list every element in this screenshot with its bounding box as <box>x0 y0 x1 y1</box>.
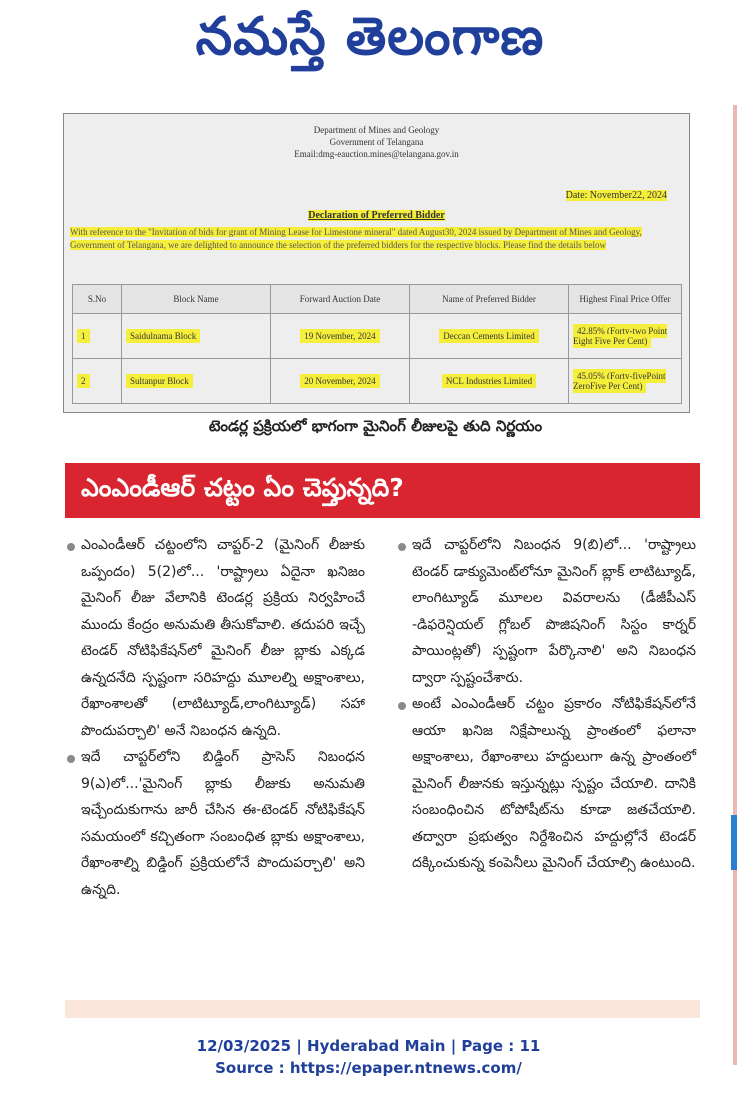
table-cell <box>73 359 122 404</box>
cell-text: NCL Industries Limited <box>442 374 536 388</box>
right-column <box>396 532 696 877</box>
table-row <box>73 359 682 404</box>
edition-info: 12/03/2025 | Hyderabad Main | Page : 11 <box>196 1037 541 1055</box>
table-cell <box>122 314 271 359</box>
bidder-table <box>72 284 682 404</box>
table-row <box>73 314 682 359</box>
clip-govt: Government of Telangana <box>329 137 424 147</box>
table-header: Highest Final Price Offer <box>569 285 682 314</box>
clip-body-wrap <box>70 226 670 252</box>
cell-text: Sultanpur Block <box>126 374 193 388</box>
table-cell <box>271 314 410 359</box>
paragraph-text: ఎంఎండీఆర్ చట్టంలోని చాప్టర్-2 (మైనింగ్ లీజుకు ఒప్పందం) 5(2)లో... 'రాష్ట్రాలు ఏదైనా ఖనిజం మైనింగ్ లీజు వేలానికి టెండర్ల ప్రక్రియ నిర్వహించే ముందు కేంద్రం అనుమతి తీసుకోవాలి. తదుపరి ఇచ్చే టెండర్ నోటిఫికేషన్‌లో మైనింగ్ లీజు బ్లాకు ఎక్కడ ఉన్నదనేది స్పష్టంగా సరిహద్దు మూలల్ని అక్షాంశాలు, రేఖాంశాలతో (లాటిట్యూడ్,లాంగిట్యూడ్) సహా పొందుపర్చాలి' అనే నిబంధన ఉన్నది. <box>81 537 365 739</box>
bullet-icon <box>398 543 406 551</box>
table-cell <box>122 359 271 404</box>
bullet-icon <box>67 543 75 551</box>
clip-email: Email:dmg-eauction.mines@telangana.gov.in <box>294 149 459 159</box>
article-paragraph <box>65 744 365 903</box>
margin-rule <box>733 105 737 1065</box>
table-cell <box>410 359 569 404</box>
bullet-icon <box>67 755 75 763</box>
margin-mark <box>731 815 737 870</box>
table-header: Name of Preferred Bidder <box>410 285 569 314</box>
notice-photo <box>63 113 690 413</box>
table-header: S.No <box>73 285 122 314</box>
clip-date: Date: November22, 2024 <box>565 190 667 201</box>
table-header-row <box>73 285 682 314</box>
cell-text: 19 November, 2024 <box>300 329 379 343</box>
table-cell <box>569 314 682 359</box>
source-link[interactable]: Source : https://epaper.ntnews.com/ <box>215 1059 522 1077</box>
table-cell <box>271 359 410 404</box>
next-section-strip <box>65 1000 700 1018</box>
article-paragraph <box>396 691 696 877</box>
table-header: Block Name <box>122 285 271 314</box>
article-paragraph <box>396 532 696 691</box>
cell-text: 20 November, 2024 <box>300 374 379 388</box>
cell-text: Deccan Cements Limited <box>439 329 538 343</box>
clip-title-wrap <box>64 210 689 221</box>
table-cell <box>410 314 569 359</box>
cell-text: 2 <box>77 374 90 388</box>
newspaper-masthead: నమస్తే తెలంగాణ <box>195 6 545 67</box>
clip-title: Declaration of Preferred Bidder <box>308 210 445 221</box>
paragraph-text: ఇదే చాప్టర్‌లోని నిబంధన 9(బి)లో... 'రాష్ట్రాలు టెండర్ డాక్యుమెంట్‌లోనూ మైనింగ్ బ్లాక్ లాటిట్యూడ్, లాంగిట్యూడ్ మూలల వివరాలను (డీజీపీఎస్ -డిఫరెన్షియల్ గ్లోబల్ పొజిషనింగ్ సిస్టం కార్నర్ పాయింట్లతో) స్పష్టంగా పేర్కొనాలి' అని నిబంధన ద్వారా స్పష్టంచేశారు. <box>412 537 696 686</box>
table-header: Forward Auction Date <box>271 285 410 314</box>
article-paragraph <box>65 532 365 744</box>
banner-title: ఎంఎండీఆర్ చట్టం ఏం చెప్తున్నది? <box>81 472 404 502</box>
cell-text: 45.05% (Forty-fivePoint ZeroFive Per Cent) <box>573 371 666 391</box>
table-cell <box>569 359 682 404</box>
left-column <box>65 532 365 903</box>
clip-body: With reference to the "Invitation of bids for grant of Mining Lease for Limestone mineral" dated August30, 2024 issued by Department of Mines and Geology, Government of Telangana, we are delighted to announce the selection of the preferred bidders for the respective blocks. Please find the details below <box>70 227 642 250</box>
photo-caption: టెండర్ల ప్రక్రియలో భాగంగా మైనింగ్ లీజులపై తుది నిర్ణయం <box>208 417 543 435</box>
paragraph-text: ఇదే చాప్టర్‌లోని బిడ్డింగ్ ప్రాసెస్ నిబంధన 9(ఎ)లో...'మైనింగ్ బ్లాకు లీజుకు అనుమతి ఇచ్చేందుకుగాను జారీ చేసిన ఈ-టెండర్ నోటిఫికేషన్ సమయంలో కచ్చితంగా సంబంధిత బ్లాకు అక్షాంశాలు, రేఖాంశాల్ని బిడ్డింగ్ ప్రక్రియలోనే పొందుపర్చాలి' అని ఉన్నది. <box>81 749 365 898</box>
bullet-icon <box>398 702 406 710</box>
clip-dept: Department of Mines and Geology <box>313 125 440 135</box>
cell-text: 1 <box>77 329 90 343</box>
section-banner <box>65 463 700 518</box>
table-cell <box>73 314 122 359</box>
paragraph-text: అంటే ఎంఎండీఆర్ చట్టం ప్రకారం నోటిఫికేషన్‌లోనే ఆయా ఖనిజ నిక్షేపాలున్న ప్రాంతంలో ఫలానా అక్షాంశాలు, రేఖాంశాలు హద్దులుగా ఉన్న ప్రాంతంలో మైనింగ్ లీజునకు ఇస్తున్నట్లు స్పష్టం చేయాలి. దానికి సంబంధించిన టోపోషీట్‌ను కూడా జతచేయాలి. తద్వారా ప్రభుత్వం నిర్దేశించిన హద్దుల్లోనే టెండర్ దక్కించుకున్న కంపెనీలు మైనింగ్ చేయాల్సి ఉంటుంది. <box>412 696 696 871</box>
cell-text: Saidulnama Block <box>126 329 200 343</box>
cell-text: 42.85% (Forty-two Point Eight Five Per Cent) <box>573 326 668 346</box>
